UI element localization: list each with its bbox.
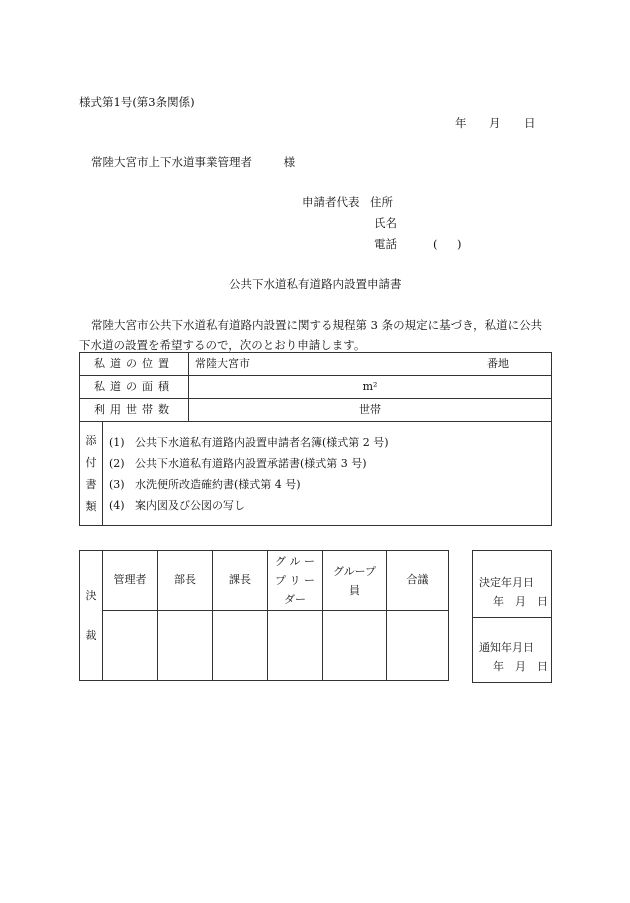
- location-suffix: 番地: [487, 357, 509, 370]
- area-row: [80, 376, 552, 399]
- header-section-chief: 課長: [213, 551, 268, 611]
- addressee-honorific: 様: [283, 155, 296, 169]
- notice-date-ymd: 年 月 日: [493, 660, 548, 673]
- form-number: 様式第1号(第3条関係): [79, 95, 195, 109]
- area-unit: m²: [189, 376, 552, 399]
- stamp-cell-consultation: [387, 611, 449, 681]
- date-month-label: 月: [489, 116, 501, 130]
- info-table: [79, 352, 552, 526]
- phone-paren-close: ): [457, 237, 462, 251]
- attachment-item: (1) 公共下水道私有道路内設置申請者名簿(様式第 2 号): [109, 436, 389, 449]
- attachment-item: (4) 案内図及び公図の写し: [109, 499, 245, 512]
- attachments-list: [103, 422, 389, 525]
- households-row: [80, 399, 552, 422]
- attachment-item: (3) 水洗便所改造確約書(様式第 4 号): [109, 478, 301, 491]
- addressee-name: 常陸大宮市上下水道事業管理者: [91, 155, 252, 169]
- households-unit: 世帯: [189, 399, 552, 422]
- decision-date-box: [473, 551, 552, 618]
- location-row: [80, 353, 552, 376]
- stamp-cell-section-chief: [213, 611, 268, 681]
- body-text-line-1: 常陸大宮市公共下水道私有道路内設置に関する規程第 3 条の規定に基づき，私道に公共: [91, 318, 543, 332]
- header-consultation: 合議: [387, 551, 449, 611]
- header-director: 部長: [158, 551, 213, 611]
- notice-date-label: 通知年月日: [479, 641, 534, 654]
- attachments-label-char: 類: [85, 499, 97, 513]
- attachments-label-char: 書: [85, 477, 97, 491]
- applicant-title: 申請者代表: [302, 195, 360, 209]
- attachments-row: [80, 422, 552, 526]
- attachments-label-char: 添: [85, 433, 97, 447]
- households-label: 利用世帯数: [80, 399, 189, 422]
- decision-date-label: 決定年月日: [479, 576, 534, 589]
- location-prefix: 常陸大宮市: [195, 356, 250, 370]
- addressee: [91, 157, 295, 169]
- stamp-cell-group-leader: [268, 611, 323, 681]
- decision-label-char: 裁: [85, 628, 97, 642]
- body-text-line-2: 下水道の設置を希望するので，次のとおり申請します。: [79, 338, 366, 352]
- document-title: 公共下水道私有道路内設置申請書: [229, 277, 402, 291]
- attachment-item: (2) 公共下水道私有道路内設置承諾書(様式第 3 号): [109, 457, 367, 470]
- decision-table: [79, 550, 449, 681]
- applicant-phone-label: 電話: [374, 237, 397, 251]
- notice-date-box: [473, 618, 552, 683]
- date-table: [472, 550, 552, 683]
- phone-paren-open: (: [433, 237, 438, 251]
- decision-label-char: 決: [85, 588, 97, 602]
- decision-label: [80, 551, 103, 681]
- applicant-address-label: 住所: [370, 195, 393, 209]
- attachments-label-char: 付: [85, 455, 97, 469]
- header-group-leader: グ ル ー プ リ ー ダー: [268, 551, 323, 611]
- stamp-cell-director: [158, 611, 213, 681]
- header-manager: 管理者: [103, 551, 158, 611]
- date-year-label: 年: [455, 116, 467, 130]
- decision-date-ymd: 年 月 日: [493, 595, 548, 608]
- stamp-cell-group-member: [323, 611, 387, 681]
- applicant-name-label: 氏名: [374, 216, 397, 230]
- stamp-cell-manager: [103, 611, 158, 681]
- attachments-label: [80, 422, 103, 525]
- location-label: 私道の位置: [80, 353, 189, 376]
- location-value: [189, 353, 552, 376]
- date-day-label: 日: [524, 116, 536, 130]
- area-label: 私道の面積: [80, 376, 189, 399]
- header-group-member: グループ 員: [323, 551, 387, 611]
